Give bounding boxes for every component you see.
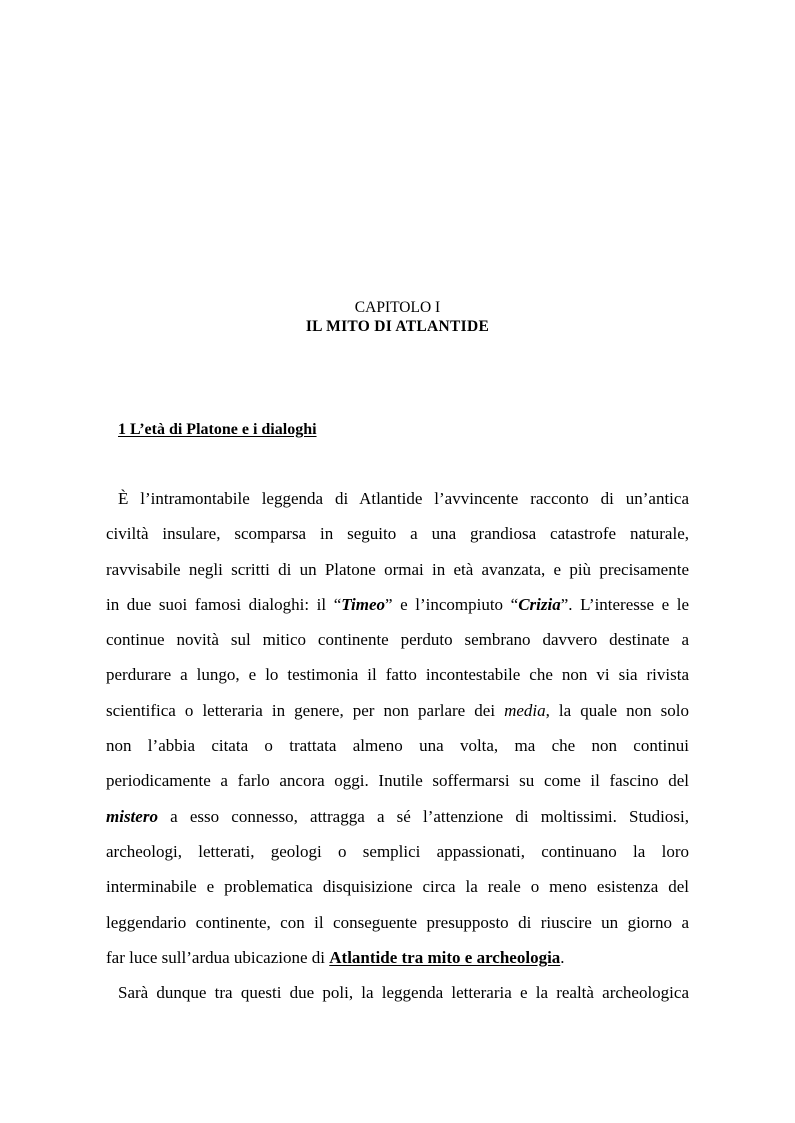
link-atlantide-tra-mito-e-archeologia[interactable]: Atlantide tra mito e archeologia: [329, 947, 561, 967]
emphasis-timeo: Timeo: [341, 594, 385, 614]
text-line: continue novità sul mitico continente perduto sembrano davvero destinate a: [106, 630, 689, 650]
emphasis-mistero: mistero: [106, 806, 158, 826]
text-line: interminabile e problematica disquisizione circa la reale o meno esistenza del: [106, 877, 689, 897]
section-heading: 1 L’età di Platone e i dialoghi: [118, 421, 317, 438]
text-line: non l’abbia citata o trattata almeno una volta, ma che non continui: [106, 736, 689, 756]
text-line: scientifica o letteraria in genere, per non parlare dei media, la quale non solo: [106, 700, 689, 720]
emphasis-media: media: [504, 700, 546, 720]
text-line: periodicamente a farlo ancora oggi. Inutile soffermarsi su come il fascino del: [106, 771, 689, 791]
text-line: È l’intramontabile leggenda di Atlantide l’avvincente racconto di un’antica: [118, 489, 689, 508]
body-paragraph: [106, 481, 689, 1010]
text-line: leggendario continente, con il conseguente presupposto di riuscire un giorno a: [106, 912, 689, 932]
text-line: in due suoi famosi dialoghi: il “Timeo” e l’incompiuto “Crizia”. L’interesse e le: [106, 594, 690, 614]
text-line: civiltà insulare, scomparsa in seguito a una grandiosa catastrofe naturale,: [106, 524, 689, 544]
text-line: ravvisabile negli scritti di un Platone ormai in età avanzata, e più precisamente: [106, 559, 689, 579]
chapter-title: IL MITO DI ATLANTIDE: [305, 318, 490, 335]
text-line: mistero a esso connesso, attragga a sé l’attenzione di moltissimi. Studiosi,: [106, 806, 689, 826]
text-line: archeologi, letterati, geologi o semplici appassionati, continuano la loro: [106, 841, 689, 861]
text-line: Sarà dunque tra questi due poli, la leggenda letteraria e la realtà archeologica: [118, 983, 689, 1003]
text-line: far luce sull’ardua ubicazione di Atlantide tra mito e archeologia.: [106, 947, 565, 967]
chapter-label: CAPITOLO I: [354, 299, 441, 316]
text-line: perdurare a lungo, e lo testimonia il fatto incontestabile che non vi sia rivista: [106, 665, 689, 685]
emphasis-crizia: Crizia: [518, 594, 561, 614]
